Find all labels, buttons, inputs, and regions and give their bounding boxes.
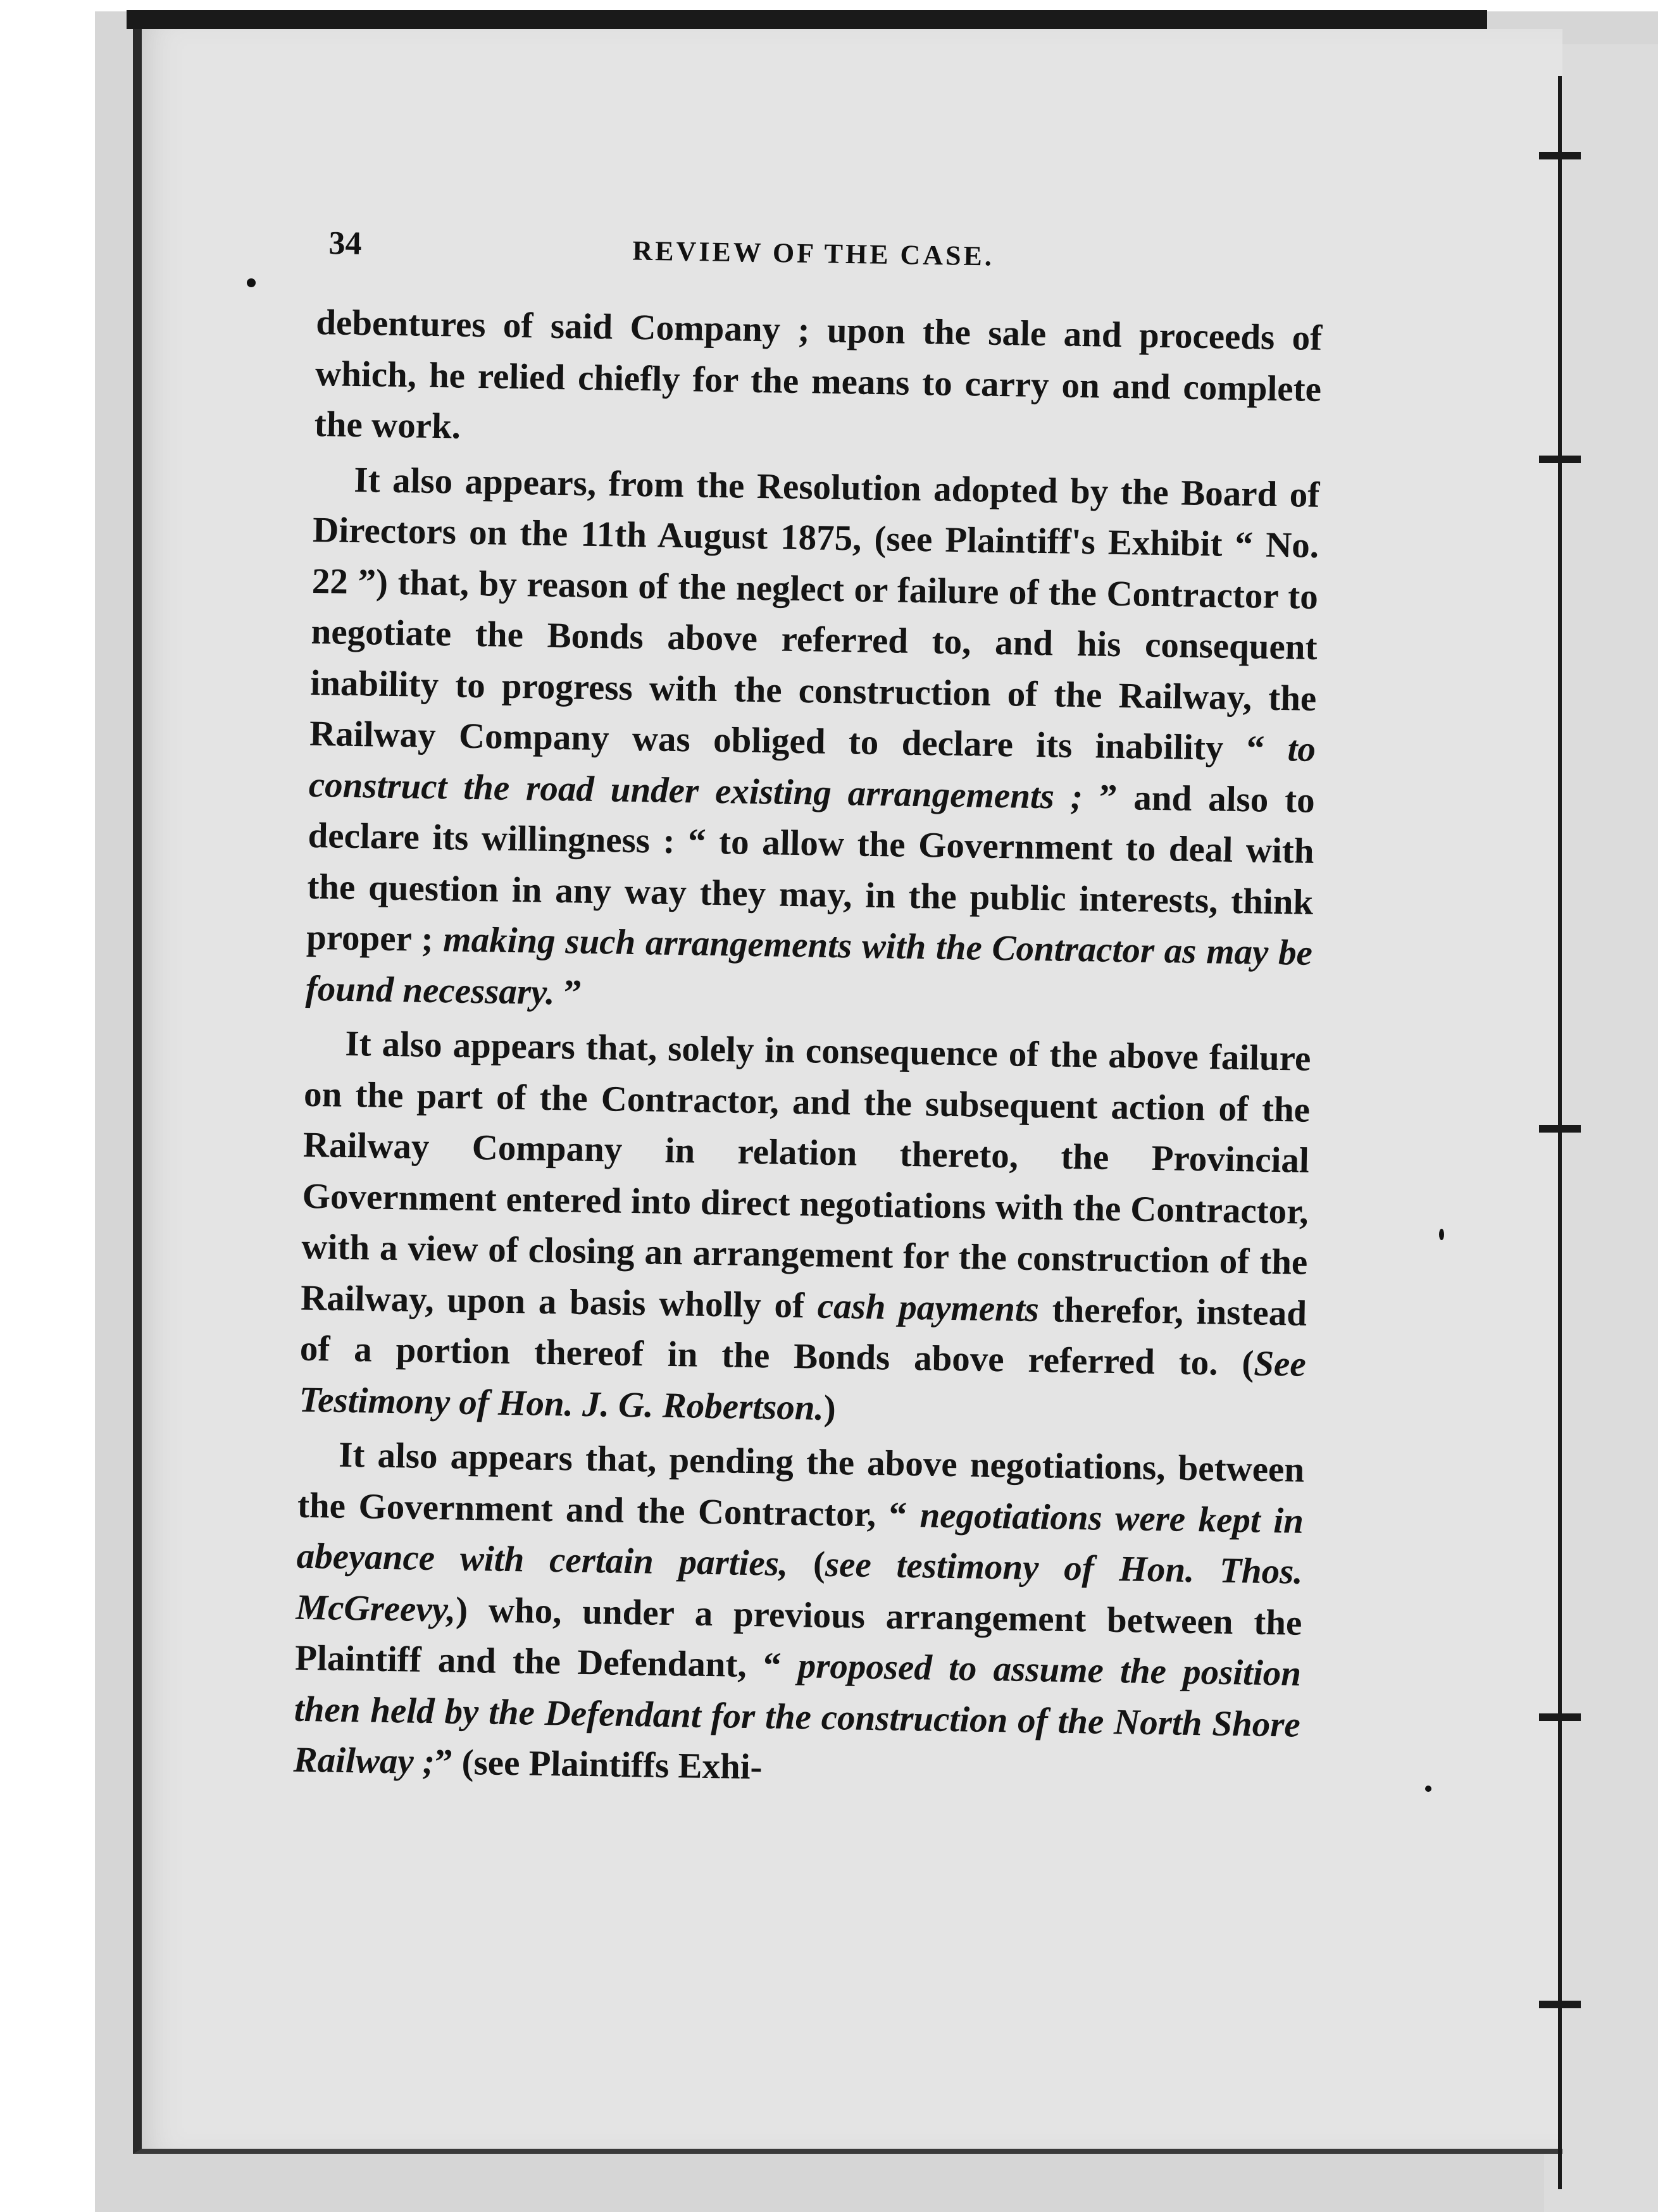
scan-top-edge: [127, 10, 1487, 29]
text-segment: (: [787, 1543, 826, 1584]
italic-text: see testimony of Hon. Thos. McGreevy,: [295, 1544, 1304, 1630]
text-segment: It also appears, from the Resolution adopted by the Board of Directors on the 11th August 1875, (see Plaintiff's Exhibit “ No. 22 ”) that, by reason of the neglect or failure of the Contractor to negotiate the Bonds above referred to, and his consequent inability to progress with the construction of the Railway, the Railway Company was obliged to declare its inability “: [309, 459, 1320, 769]
binding-stitch: [1539, 2001, 1581, 2008]
text-segment: It also appears that, solely in consequence of the above failure on the part of the Contractor, and the subsequent action of the Railway Company in relation thereto, the Provincial Government entered into direct negotiations with the Contractor, with a view of closing an arrangement for the construction of the Railway, upon a basis wholly of: [300, 1023, 1311, 1326]
binding-line: [1558, 76, 1562, 2189]
text-segment: debentures of said Company ; upon the sale and proceeds of which, he relied chiefly for the means to carry on and complete the work.: [314, 302, 1323, 447]
paragraph: [305, 454, 1320, 1029]
text-segment: therefor, instead of a portion thereof in the Bonds above referred to. (: [299, 1289, 1307, 1384]
text-segment: ): [823, 1388, 837, 1428]
italic-text: cash payments: [817, 1286, 1040, 1329]
ink-speck: [1439, 1229, 1444, 1240]
text-segment: ”: [554, 972, 582, 1013]
binding-stitch: [1539, 1713, 1581, 1721]
ink-speck: [247, 278, 256, 287]
body-text: [293, 297, 1323, 1805]
italic-text: negotiations were kept in abeyance with certain parties,: [296, 1494, 1304, 1584]
paragraph: [293, 1429, 1305, 1801]
binding-stitch: [1539, 1125, 1581, 1133]
binding-stitch: [1539, 152, 1581, 159]
binding-stitch: [1539, 456, 1581, 463]
text-segment: ” and also to declare its willingness : “ to allow the Government to deal with the question in any way they may, in the public interests, think proper ;: [306, 776, 1316, 960]
italic-text: making such arrangements with the Contractor as may be found necessary.: [305, 919, 1313, 1012]
paragraph: [314, 297, 1323, 466]
italic-text: See Testimony of Hon. J. G. Robertson.: [299, 1343, 1307, 1428]
italic-text: to construct the road under existing arrangements ;: [308, 729, 1316, 817]
page-number: 34: [328, 225, 362, 262]
text-segment: ” (see Plaintiffs Exhi-: [434, 1742, 763, 1787]
text-segment: ) who, under a previous arrangement between the Plaintiff and the Defendant, “: [294, 1589, 1302, 1686]
paragraph: [299, 1018, 1311, 1441]
running-head-title: REVIEW OF THE CASE.: [632, 235, 995, 272]
text-segment: It also appears that, pending the above negotiations, between the Government and the Contractor, “: [297, 1434, 1305, 1535]
ink-speck: [1425, 1786, 1431, 1792]
italic-text: proposed to assume the position then held by the Defendant for the construction of the North Shore Railway ;: [293, 1646, 1302, 1782]
